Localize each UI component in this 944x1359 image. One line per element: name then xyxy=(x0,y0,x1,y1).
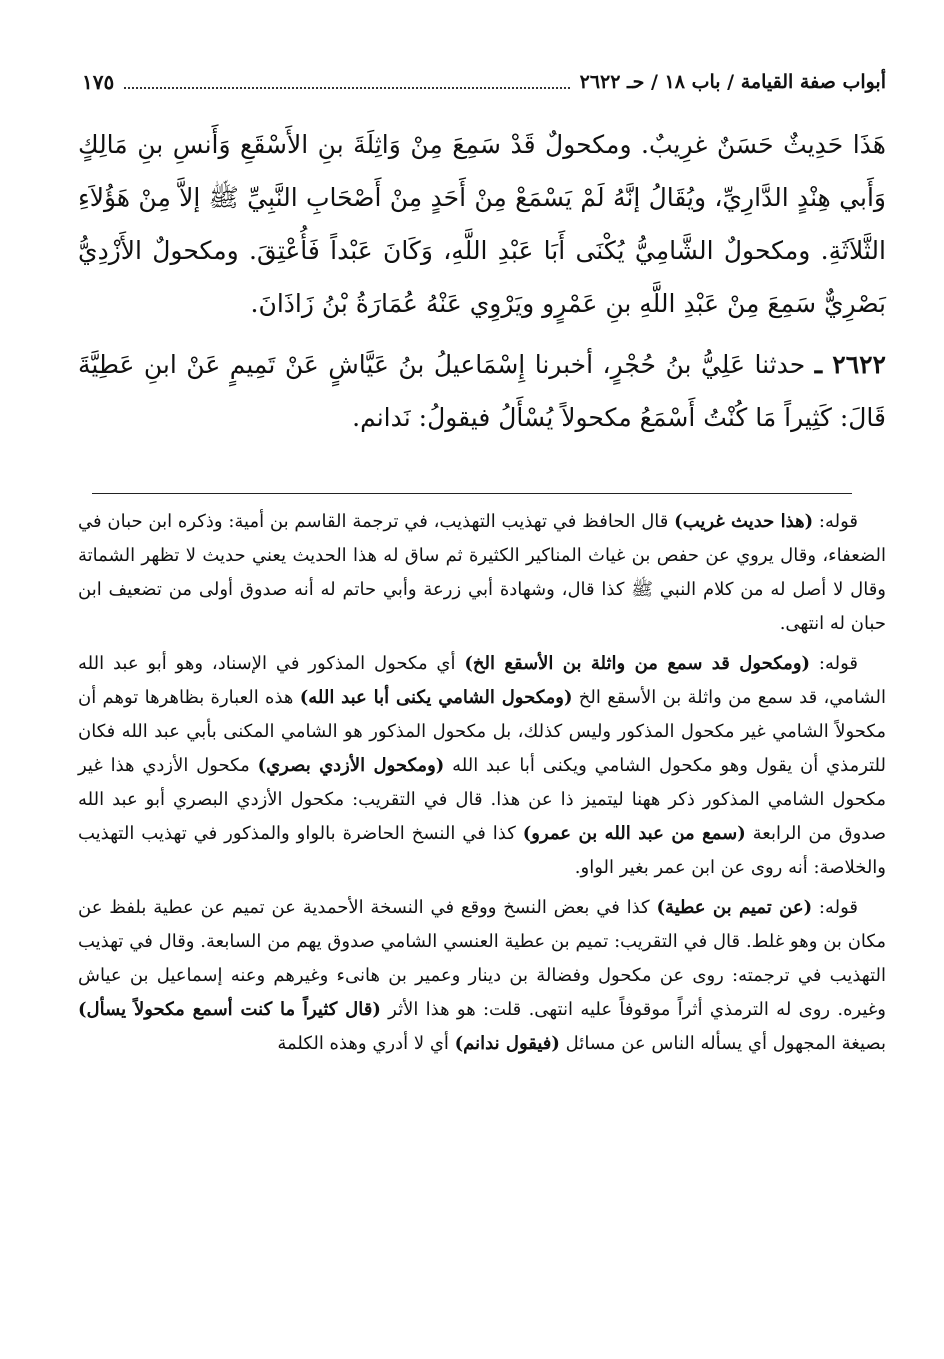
main-text xyxy=(78,118,886,444)
commentary-lead: قوله: xyxy=(818,511,858,532)
commentary-text: مكحول الأزدي هذا غير مكحول الشامي المذكور ذكر ههنا ليتميز ذا عن هذا. قال في التقريب: مكحول الأزدي البصري أبو عبد الله صدوق من الرابعة xyxy=(78,755,886,844)
running-title: أبواب صفة القيامة / باب ١٨ / حـ ٢٦٢٢ xyxy=(579,71,886,93)
commentary-quote: (سمع من عبد الله بن عمرو) xyxy=(522,823,746,844)
main-paragraph: هَذَا حَدِيثٌ حَسَنٌ غرِيبٌ. ومكحولٌ قَدْ سَمِعَ مِنْ وَاثِلَةَ بنِ الأَسْقَعِ وَأَنسِ بنِ مَالِكٍ وَأَبي هِنْدٍ الدَّارِيِّ، ويُقَالُ إنَّهُ لَمْ يَسْمَعْ مِنْ أَحَدٍ مِنْ أَصْحَابِ النَّبِيِّ ﷺ إلاَّ مِنْ هَؤُلاَءِ الثَّلاَثَةِ. ومكحولٌ الشَّامِيُّ يُكْنَى أَبَا عَبْدِ اللَّهِ، وَكَانَ عَبْداً فَأُعْتِقَ. ومكحولٌ الأَزْدِيُّ بَصْرِيٌّ سَمِعَ مِنْ عَبْدِ اللَّهِ بنِ عَمْرٍو ويَرْوِي عَنْهُ عُمَارَةُ بْنُ زَاذَانَ. xyxy=(78,130,886,318)
commentary-text: هذه العبارة بظاهرها توهم أن مكحولاً الشامي غير مكحول المذكور وليس كذلك، بل مكحول المذكور هو الشامي المكنى بأبي عبد الله فكان للترمذي أن يقول وهو مكحول الشامي ويكنى أبا عبد الله xyxy=(78,687,887,776)
commentary-text: قال الحافظ في تهذيب التهذيب، في ترجمة القاسم بن أمية: وذكره ابن حبان في الضعفاء، وقال يروي عن حفص بن غياث المناكير الكثيرة ثم ساق له هذا الحديث يعني حديث لا تظهر الشماتة وقال لا أصل له من كلام النبي ﷺ كذا قال، وشهادة أبي زرعة وأبي حاتم له أنه صدوق أولى من تضعيف ابن حبان له انتهى. xyxy=(78,511,886,634)
commentary-quote: (هذا حديث غريب) xyxy=(674,511,814,532)
commentary-lead: قوله: xyxy=(818,653,858,674)
commentary-text: أي لا أدري وهذه الكلمة xyxy=(277,1033,449,1054)
commentary-quote: (عن تميم بن عطية) xyxy=(656,897,813,918)
commentary-paragraph-3 xyxy=(78,891,886,1061)
commentary-text: بصيغة المجهول أي يسأله الناس عن مسائل xyxy=(565,1033,886,1054)
commentary xyxy=(78,505,886,1067)
hadith-paragraph xyxy=(78,338,886,444)
hadith-number: ٢٦٢٢ ـ xyxy=(814,350,886,379)
commentary-quote: (ومكحول الأزدي بصري) xyxy=(257,755,445,776)
commentary-text: كذا في النسخ الحاضرة بالواو والمذكور في تهذيب التهذيب والخلاصة: أنه روى عن ابن عمر بغير الواو. xyxy=(78,823,886,878)
commentary-paragraph-1 xyxy=(78,505,886,641)
commentary-text: أي مكحول المذكور في الإسناد، وهو أبو عبد الله الشامي، قد سمع من واثلة بن الأسقع الخ xyxy=(78,653,886,708)
commentary-quote: (ومكحول قد سمع من واثلة بن الأسقع الخ) xyxy=(464,653,811,674)
commentary-quote: (ومكحول الشامي يكنى أبا عبد الله) xyxy=(299,687,573,708)
commentary-paragraph-2 xyxy=(78,647,886,885)
header-dot-leader xyxy=(124,75,569,89)
commentary-text: كذا في بعض النسخ ووقع في النسخة الأحمدية عن تميم عن عطية بلفظ عن مكان بن وهو غلط. قال في التقريب: تميم بن عطية العنسي الشامي صدوق يهم من السابعة. وقال في تهذيب التهذيب في ترجمته: روى عن مكحول وفضالة بن دينار وعمير بن هانىء وغيرهم وعنه إسماعيل بن عياش وغيره. روى له الترمذي أثراً موقوفاً عليه انتهى. قلت: هو هذا الأثر xyxy=(78,897,886,1020)
footnote-divider xyxy=(92,493,852,494)
commentary-quote: (قال كثيراً ما كنت أسمع مكحولاً يسأل) xyxy=(78,999,381,1020)
page-header xyxy=(82,64,886,100)
page-number: ١٧٥ xyxy=(82,70,115,94)
commentary-lead: قوله: xyxy=(818,897,859,918)
hadith-text: حدثنا عَلِيُّ بنُ حُجْرٍ، أخبرنا إِسْمَاعيلُ بنُ عَيَّاشٍ عَنْ تَمِيمٍ عَنْ ابنِ عَطِيَّةَ قَالَ: كَثِيراً مَا كُنْتُ أَسْمَعُ مكحولاً يُسْأَلُ فيقولُ: نَدانم. xyxy=(78,350,886,432)
commentary-quote: (فيقول ندانم) xyxy=(454,1033,560,1054)
